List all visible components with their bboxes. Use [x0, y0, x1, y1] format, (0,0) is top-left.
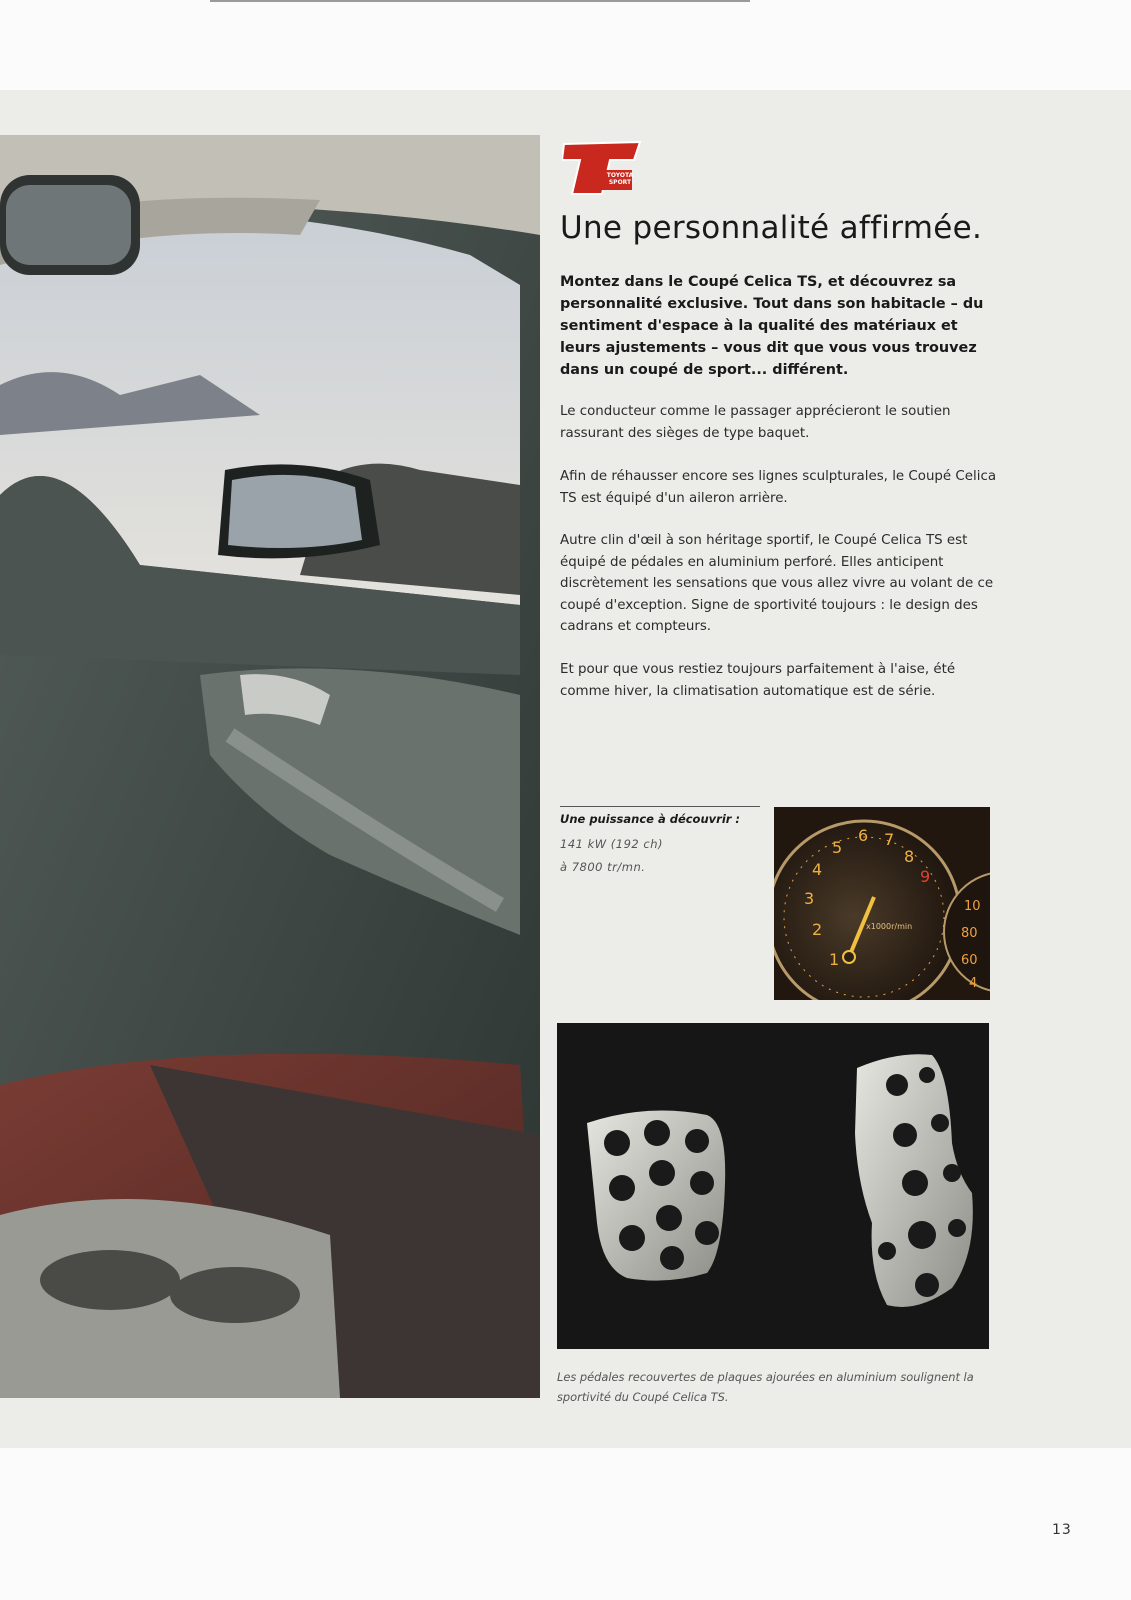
car-interior-photo	[0, 135, 540, 1398]
top-edge-rule	[210, 0, 750, 2]
tachometer-photo	[774, 807, 990, 1000]
gauge-num-7: 7	[884, 830, 895, 849]
spec-rpm: à 7800 tr/mn.	[560, 860, 646, 874]
gauge-num-5: 5	[832, 838, 843, 857]
gauge-num-6: 6	[858, 826, 869, 845]
gauge-num-2: 2	[812, 920, 823, 939]
body-paragraph-4: Et pour que vous restiez toujours parfaitement à l'aise, été comme hiver, la climatisation automatique est de série.	[560, 662, 956, 699]
gauge-num-9: 9	[920, 867, 931, 886]
body-paragraph-3: Autre clin d'œil à son héritage sportif, le Coupé Celica TS est équipé de pédales en aluminium perforé. Elles anticipent discrètement les sensations que vous allez vivre au volant de ce coupé d'exception. Signe de sportivité toujours : le design des cadrans et compteurs.	[560, 533, 994, 634]
speedo-num-3: 60	[961, 953, 978, 968]
body-paragraph-1: Le conducteur comme le passager apprécieront le soutien rassurant des sièges de type baquet.	[560, 404, 951, 441]
logo-lettering	[600, 172, 640, 186]
photo-caption: Les pédales recouvertes de plaques ajourées en aluminium soulignent la sportivité du Coupé Celica TS.	[557, 1370, 974, 1404]
gauge-num-1: 1	[829, 950, 840, 969]
speedo-num-4: 4	[969, 976, 978, 991]
speedo-num-2: 80	[961, 926, 978, 941]
page-headline: Une personnalité affirmée.	[560, 210, 983, 246]
page-number: 13	[1052, 1522, 1072, 1538]
spec-power: 141 kW (192 ch)	[560, 837, 663, 851]
gauge-num-8: 8	[904, 847, 915, 866]
gauge-unit: x1000r/min	[866, 922, 913, 931]
logo-line-2: SPORT	[608, 179, 632, 186]
spec-divider	[560, 806, 760, 807]
gauge-num-3: 3	[804, 889, 815, 908]
lead-paragraph: Montez dans le Coupé Celica TS, et découvrez sa personnalité exclusive. Tout dans son habitacle – du sentiment d'espace à la qualité des matériaux et leurs ajustements – vous dit que vous vous trouvez dans un coupé de sport... différent.	[560, 274, 984, 378]
gauge-num-4: 4	[812, 860, 823, 879]
speedo-num-1: 10	[964, 899, 981, 914]
aluminium-pedals-photo	[557, 1023, 989, 1349]
body-paragraph-2: Afin de réhausser encore ses lignes sculpturales, le Coupé Celica TS est équipé d'un aileron arrière.	[560, 469, 997, 506]
toyota-sport-logo	[562, 140, 642, 196]
logo-line-1: TOYOTA	[606, 172, 634, 179]
spec-title: Une puissance à découvrir :	[560, 812, 741, 826]
